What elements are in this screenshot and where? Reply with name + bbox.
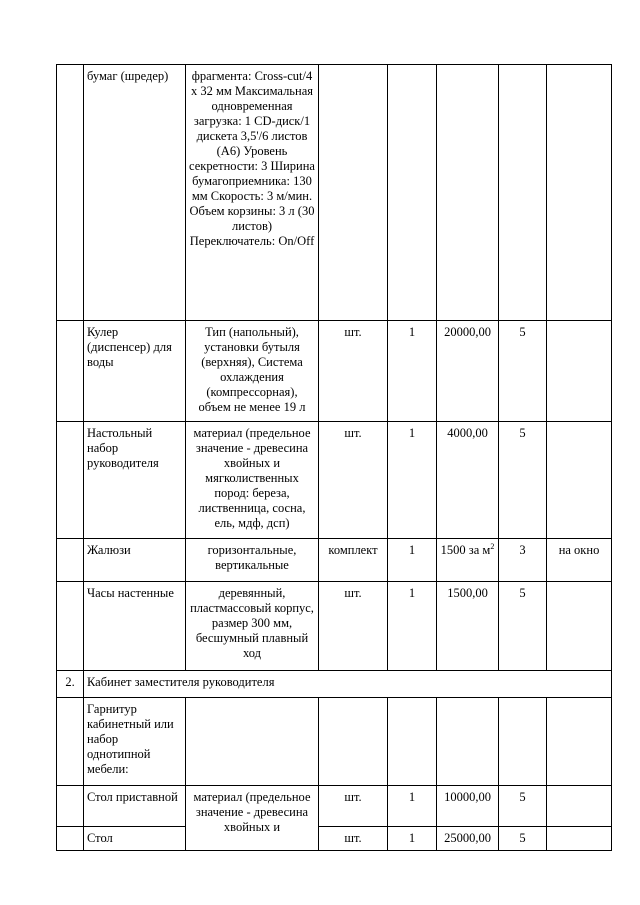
cell-unit: комплект xyxy=(319,539,388,582)
cell-qty: 1 xyxy=(388,827,437,851)
section-title: Кабинет заместителя руководителя xyxy=(84,671,612,698)
table-row xyxy=(57,786,612,827)
price-text: 1500 за м xyxy=(440,543,491,557)
cell-spec: материал (предельное значение - древесина хвойных и xyxy=(186,786,319,851)
price-superscript: 2 xyxy=(490,541,495,551)
table-row xyxy=(57,539,612,582)
cell-unit: шт. xyxy=(319,422,388,539)
table-row xyxy=(57,698,612,786)
cell-years: 5 xyxy=(499,786,547,827)
table-row xyxy=(57,827,612,851)
cell-qty xyxy=(388,65,437,321)
cell-price: 4000,00 xyxy=(437,422,499,539)
cell-price xyxy=(437,698,499,786)
cell-num xyxy=(57,827,84,851)
cell-price xyxy=(437,539,499,582)
cell-name: Стол xyxy=(84,827,186,851)
cell-name: Настольный набор руководителя xyxy=(84,422,186,539)
cell-name: Жалюзи xyxy=(84,539,186,582)
cell-years xyxy=(499,698,547,786)
cell-note xyxy=(547,786,612,827)
cell-note xyxy=(547,65,612,321)
cell-qty: 1 xyxy=(388,582,437,671)
cell-note xyxy=(547,422,612,539)
cell-num xyxy=(57,321,84,422)
cell-note xyxy=(547,698,612,786)
cell-qty: 1 xyxy=(388,422,437,539)
cell-price: 1500,00 xyxy=(437,582,499,671)
cell-years: 3 xyxy=(499,539,547,582)
cell-spec: деревянный, пластмассовый корпус, размер 300 мм, бесшумный плавный ход xyxy=(186,582,319,671)
cell-qty xyxy=(388,698,437,786)
table-row xyxy=(57,321,612,422)
cell-years xyxy=(499,65,547,321)
section-num: 2. xyxy=(57,671,84,698)
cell-num xyxy=(57,786,84,827)
cell-unit xyxy=(319,65,388,321)
cell-price: 10000,00 xyxy=(437,786,499,827)
cell-num xyxy=(57,539,84,582)
cell-spec: материал (предельное значение - древесина хвойных и мягколиственных пород: береза, лиственница, сосна, ель, мдф, дсп) xyxy=(186,422,319,539)
cell-name: Гарнитур кабинетный или набор однотипной мебели: xyxy=(84,698,186,786)
cell-name: бумаг (шредер) xyxy=(84,65,186,321)
cell-num xyxy=(57,698,84,786)
cell-name: Часы настенные xyxy=(84,582,186,671)
cell-unit xyxy=(319,698,388,786)
cell-qty: 1 xyxy=(388,539,437,582)
section-row xyxy=(57,671,612,698)
cell-unit: шт. xyxy=(319,582,388,671)
cell-spec: фрагмента: Cross-cut/4 x 32 мм Максимальная одновременная загрузка: 1 CD-диск/1 дискета 3,5'/6 листов (А6) Уровень секретности: 3 Ширина бумагоприемника: 130 мм Скорость: 3 м/мин. Объем корзины: 3 л (30 листов) Переключатель: On/Off xyxy=(186,65,319,321)
cell-name: Стол приставной xyxy=(84,786,186,827)
cell-qty: 1 xyxy=(388,321,437,422)
cell-spec: горизонтальные, вертикальные xyxy=(186,539,319,582)
cell-note: на окно xyxy=(547,539,612,582)
cell-years: 5 xyxy=(499,827,547,851)
cell-unit: шт. xyxy=(319,321,388,422)
cell-unit: шт. xyxy=(319,786,388,827)
cell-num xyxy=(57,422,84,539)
cell-num xyxy=(57,65,84,321)
cell-note xyxy=(547,321,612,422)
cell-years: 5 xyxy=(499,422,547,539)
cell-price: 20000,00 xyxy=(437,321,499,422)
cell-note xyxy=(547,582,612,671)
cell-price: 25000,00 xyxy=(437,827,499,851)
table-row xyxy=(57,422,612,539)
specification-table xyxy=(56,64,612,851)
cell-qty: 1 xyxy=(388,786,437,827)
table-row xyxy=(57,582,612,671)
cell-name: Кулер (диспенсер) для воды xyxy=(84,321,186,422)
cell-years: 5 xyxy=(499,582,547,671)
cell-note xyxy=(547,827,612,851)
table-row xyxy=(57,65,612,321)
cell-spec: Тип (напольный), установки бутыля (верхняя), Система охлаждения (компрессорная), объем не менее 19 л xyxy=(186,321,319,422)
cell-spec xyxy=(186,698,319,786)
cell-price xyxy=(437,65,499,321)
cell-years: 5 xyxy=(499,321,547,422)
cell-num xyxy=(57,582,84,671)
cell-unit: шт. xyxy=(319,827,388,851)
